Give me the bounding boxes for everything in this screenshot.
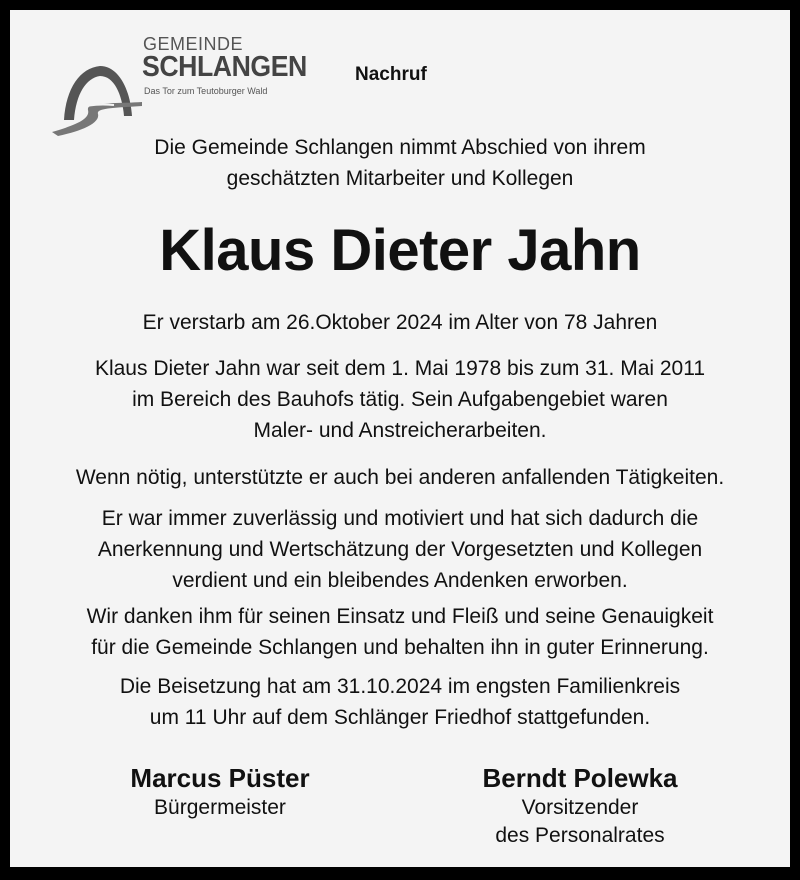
- signatory-role: Vorsitzender: [521, 796, 639, 819]
- intro-line: geschätzten Mitarbeiter und Kollegen: [226, 167, 574, 190]
- intro-text: [10, 132, 790, 194]
- paragraph-line: Er verstarb am 26.Oktober 2024 im Alter von 78 Jahren: [142, 311, 658, 334]
- paragraph-line: für die Gemeinde Schlangen und behalten ihn in guter Erinnerung.: [91, 636, 709, 659]
- paragraph-support: [10, 462, 790, 493]
- paragraph-line: im Bereich des Bauhofs tätig. Sein Aufgabengebiet waren: [132, 388, 668, 411]
- logo-main-text: SCHLANGEN: [142, 51, 307, 83]
- arch-icon: [50, 58, 145, 138]
- paragraph-line: Wenn nötig, unterstützte er auch bei anderen anfallenden Tätigkeiten.: [75, 466, 725, 489]
- paragraph-line: Die Beisetzung hat am 31.10.2024 im engsten Familienkreis: [119, 675, 681, 698]
- logo-top-text: GEMEINDE: [143, 34, 244, 54]
- paragraph-line: Wir danken ihm für seinen Einsatz und Fleiß und seine Genauigkeit: [86, 605, 714, 628]
- paragraph-line: verdient und ein bleibendes Andenken erworben.: [172, 569, 628, 592]
- obituary-card: [10, 10, 790, 867]
- signatory-staff-council: [430, 762, 730, 850]
- paragraph-burial: [10, 671, 790, 733]
- paragraph-line: um 11 Uhr auf dem Schlänger Friedhof stattgefunden.: [149, 706, 651, 729]
- paragraph-line: Maler- und Anstreicherarbeiten.: [253, 419, 547, 442]
- paragraph-line: Klaus Dieter Jahn war seit dem 1. Mai 1978 bis zum 31. Mai 2011: [94, 357, 706, 380]
- municipality-logo: [50, 34, 307, 138]
- signatory-role: des Personalrates: [495, 824, 665, 847]
- signatory-name: Berndt Polewka: [482, 763, 678, 793]
- signatory-role: Bürgermeister: [154, 796, 286, 819]
- signatory-name: Marcus Püster: [130, 763, 310, 793]
- paragraph-thanks: [10, 601, 790, 663]
- paragraph-line: Anerkennung und Wertschätzung der Vorgesetzten und Kollegen: [97, 538, 703, 561]
- paragraph-character: [10, 503, 790, 596]
- intro-line: Die Gemeinde Schlangen nimmt Abschied von ihrem: [154, 136, 646, 159]
- signatory-mayor: [70, 762, 370, 822]
- deceased-name: Klaus Dieter Jahn: [159, 218, 641, 283]
- paragraph-line: Er war immer zuverlässig und motiviert und hat sich dadurch die: [101, 507, 699, 530]
- paragraph-death-date: [10, 307, 790, 338]
- paragraph-employment: [10, 353, 790, 446]
- logo-tagline: Das Tor zum Teutoburger Wald: [144, 86, 268, 96]
- obituary-heading: Nachruf: [355, 64, 427, 85]
